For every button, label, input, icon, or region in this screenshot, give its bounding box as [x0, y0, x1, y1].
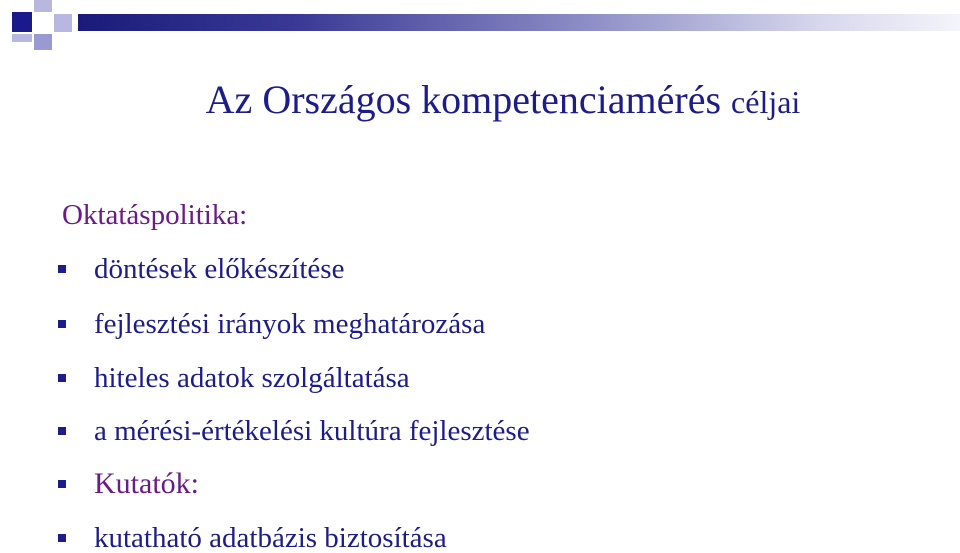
bullet-square-icon: [58, 534, 66, 542]
section-heading: Oktatáspolitika:: [62, 199, 248, 231]
list-item: [0, 249, 960, 289]
list-item: [0, 358, 960, 398]
bullet-square-icon: [58, 320, 66, 328]
bullet-square-icon: [58, 480, 66, 488]
list-item: [0, 464, 960, 504]
list-item: [0, 518, 960, 553]
bullet-square-icon: [58, 427, 66, 435]
list-item-text: fejlesztési irányok meghatározása: [94, 308, 486, 340]
bullet-square-icon: [58, 374, 66, 382]
bullet-square-icon: [58, 265, 66, 273]
list-item: [0, 411, 960, 451]
list-item-text: hiteles adatok szolgáltatása: [94, 362, 410, 394]
list-item-text: kutatható adatbázis biztosítása: [94, 522, 447, 553]
slide-title-main: Az Országos kompetenciamérés: [205, 77, 722, 122]
list-item: [0, 304, 960, 344]
slide-title-suffix: céljai: [731, 84, 801, 120]
list-item-heading: Kutatók:: [94, 467, 199, 500]
list-item-text: döntések előkészítése: [94, 253, 345, 285]
list-item-text: a mérési-értékelési kultúra fejlesztése: [94, 415, 530, 447]
